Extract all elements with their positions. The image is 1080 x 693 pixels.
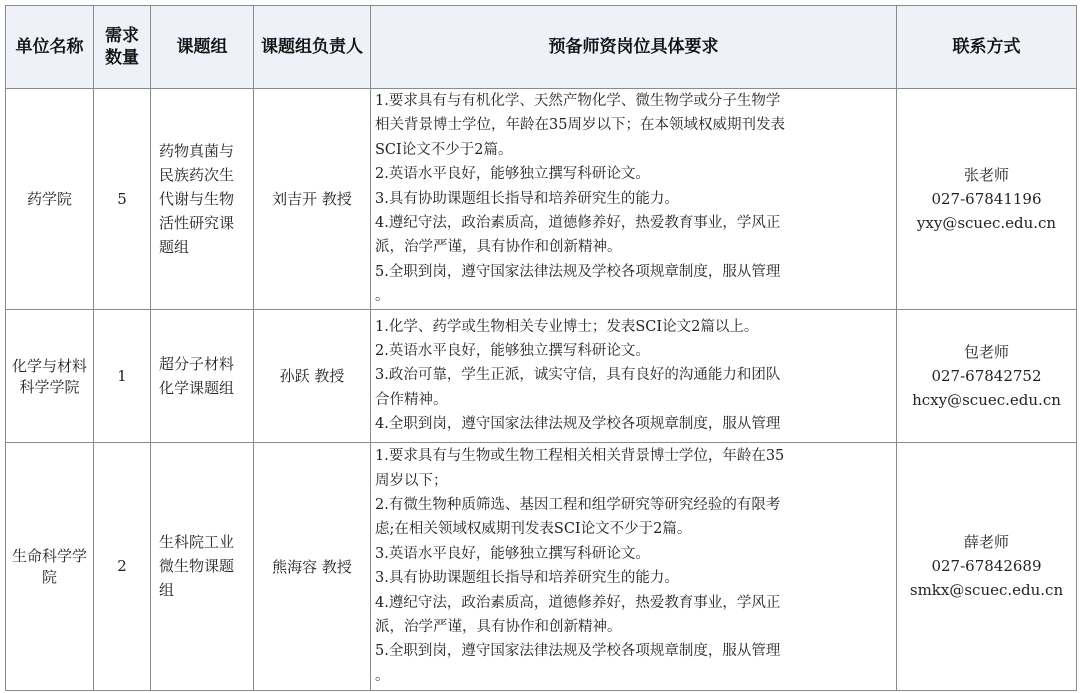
requirement-line: SCI论文不少于2篇。 (375, 141, 513, 158)
group-cell: 生科院工业微生物课题组 (151, 442, 254, 690)
header-contact: 联系方式 (897, 6, 1077, 89)
contact-name: 张老师 (963, 165, 1009, 184)
count-cell: 1 (94, 309, 151, 442)
recruitment-table (5, 5, 1077, 691)
recruitment-table-frame (5, 5, 1076, 687)
contact-name: 薛老师 (963, 533, 1009, 552)
contact-cell (897, 89, 1077, 310)
count-cell: 5 (94, 89, 151, 310)
requirement-line: 4.遵纪守法，政治素质高，道德修养好，热爱教育事业，学风正 (375, 594, 781, 611)
requirements-cell (371, 89, 897, 310)
header-unit: 单位名称 (6, 6, 94, 89)
unit-cell: 化学与材料科学学院 (6, 309, 94, 442)
header-count: 需求数量 (94, 6, 151, 89)
leader-cell: 孙跃 教授 (254, 309, 371, 442)
requirement-line: 3.英语水平良好，能够独立撰写科研论文。 (375, 545, 650, 562)
requirement-line: 4.遵纪守法，政治素质高，道德修养好，热爱教育事业，学风正 (375, 215, 781, 232)
requirements-cell (371, 309, 897, 442)
header-row (6, 6, 1077, 89)
header-requirements: 预备师资岗位具体要求 (371, 6, 897, 89)
header-group: 课题组 (151, 6, 254, 89)
requirement-line: 2.英语水平良好，能够独立撰写科研论文。 (375, 166, 650, 183)
table-row (6, 442, 1077, 690)
requirement-line: 派，治学严谨，具有协作和创新精神。 (375, 239, 622, 256)
requirement-line: 2.英语水平良好，能够独立撰写科研论文。 (375, 343, 650, 360)
contact-email: smkx@scuec.edu.cn (909, 581, 1064, 600)
table-row (6, 309, 1077, 442)
contact-phone: 027-67841196 (931, 189, 1042, 208)
leader-cell: 熊海容 教授 (254, 442, 371, 690)
contact-cell (897, 442, 1077, 690)
requirement-line: 1.要求具有与有机化学、天然产物化学、微生物学或分子生物学 (375, 93, 781, 109)
leader-cell: 刘吉开 教授 (254, 89, 371, 310)
requirements-cell (371, 442, 897, 690)
requirement-line: 2.有微生物种质筛选、基因工程和组学研究等研究经验的有限考 (375, 496, 781, 513)
contact-phone: 027-67842689 (931, 557, 1042, 576)
requirement-line: 相关背景博士学位，年龄在35周岁以下；在本领域权威期刊发表 (375, 117, 785, 134)
contact-email: yxy@scuec.edu.cn (916, 213, 1057, 232)
contact-phone: 027-67842752 (931, 366, 1042, 385)
contact-cell (897, 309, 1077, 442)
contact-name: 包老师 (963, 342, 1009, 361)
table-row (6, 89, 1077, 310)
requirement-line: 周岁以下； (375, 472, 448, 489)
requirement-line: 合作精神。 (375, 391, 448, 408)
group-cell: 超分子材料化学课题组 (151, 309, 254, 442)
requirement-line: 5.全职到岗，遵守国家法律法规及学校各项规章制度，服从管理 (375, 643, 781, 660)
requirement-line: 4.全职到岗，遵守国家法律法规及学校各项规章制度，服从管理 (375, 416, 781, 433)
contact-email: hcxy@scuec.edu.cn (912, 390, 1061, 409)
requirement-line: 1.要求具有与生物或生物工程相关相关背景博士学位，年龄在35 (375, 448, 785, 465)
requirement-line: 虑;在相关领域权威期刊发表SCI论文不少于2篇。 (375, 521, 692, 538)
group-cell: 药物真菌与民族药次生代谢与生物活性研究课题组 (151, 89, 254, 310)
requirement-line: 。 (375, 288, 390, 305)
requirement-line: 3.具有协助课题组长指导和培养研究生的能力。 (375, 190, 679, 207)
count-cell: 2 (94, 442, 151, 690)
requirement-line: 3.具有协助课题组长指导和培养研究生的能力。 (375, 570, 679, 587)
unit-cell: 药学院 (6, 89, 94, 310)
unit-cell: 生命科学学院 (6, 442, 94, 690)
requirement-line: 5.全职到岗，遵守国家法律法规及学校各项规章制度，服从管理 (375, 263, 781, 280)
requirement-line: 1.化学、药学或生物相关专业博士；发表SCI论文2篇以上。 (375, 318, 759, 335)
requirement-line: 。 (375, 667, 390, 684)
requirement-line: 3.政治可靠，学生正派，诚实守信，具有良好的沟通能力和团队 (375, 367, 781, 384)
requirement-line: 派，治学严谨，具有协作和创新精神。 (375, 618, 622, 635)
header-leader: 课题组负责人 (254, 6, 371, 89)
